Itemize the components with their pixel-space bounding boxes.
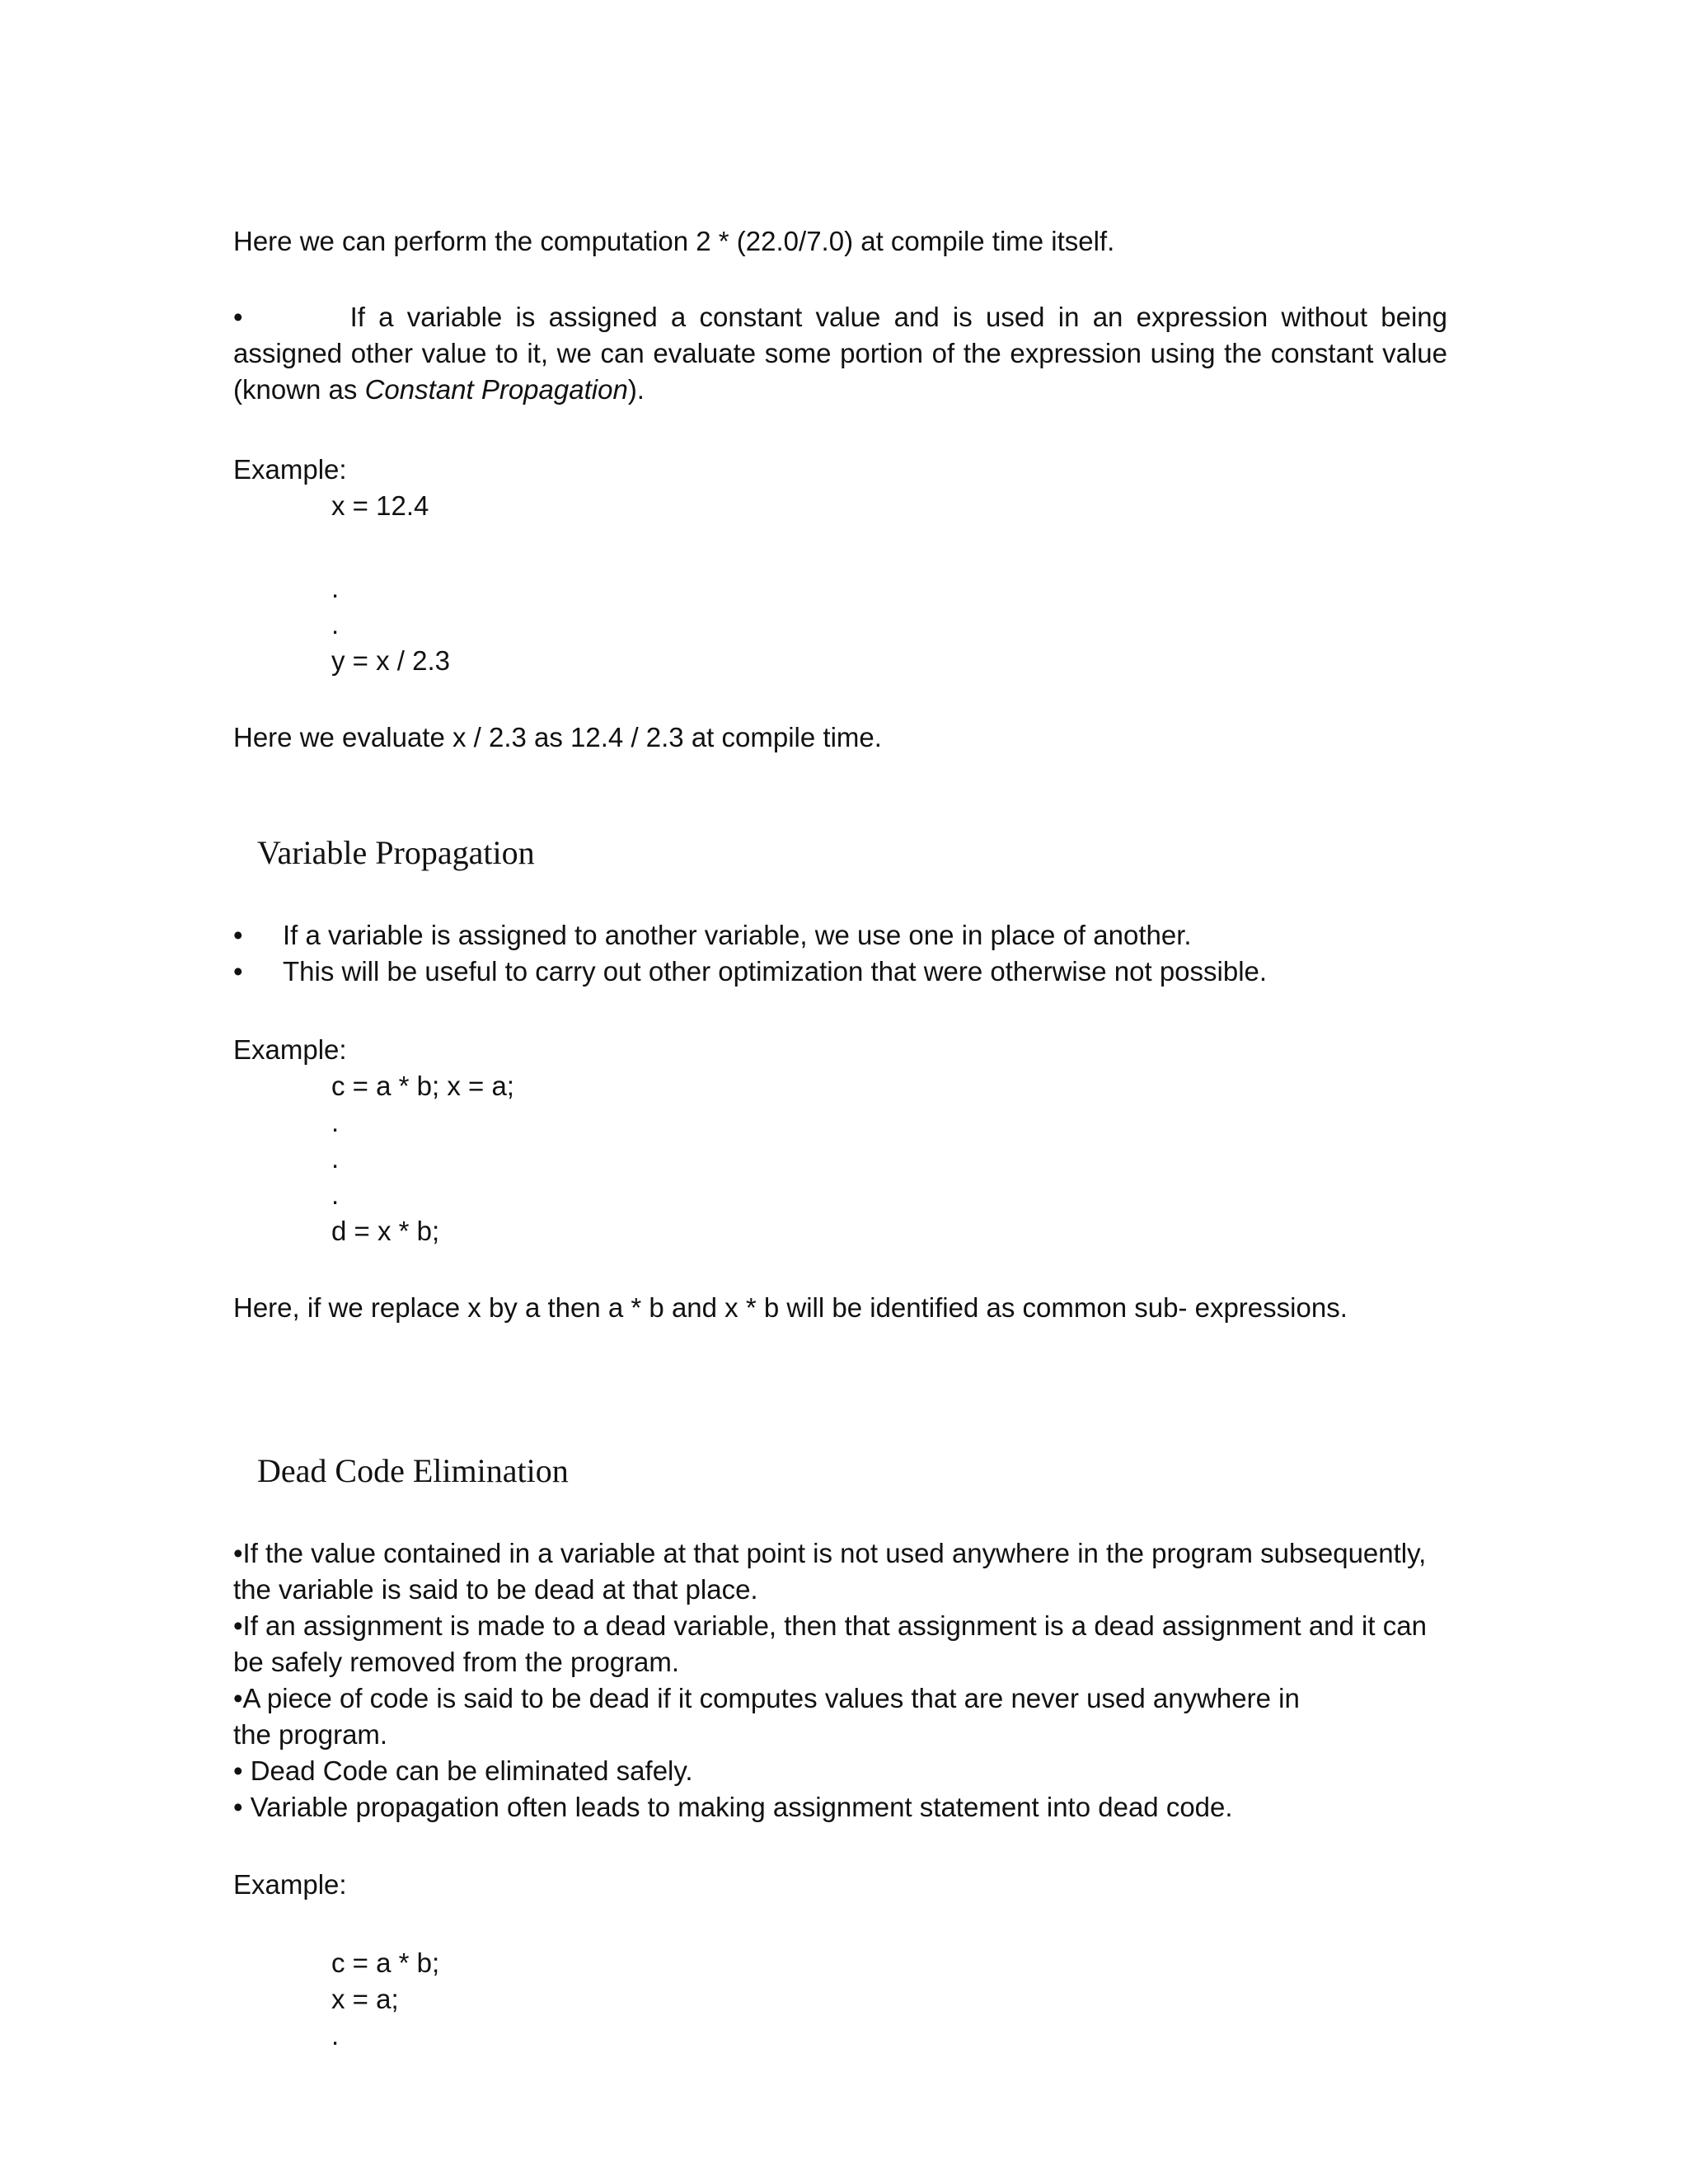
- code-line: y = x / 2.3: [331, 645, 450, 676]
- bullet-symbol: •: [233, 302, 243, 332]
- code-line: .: [331, 1179, 340, 1210]
- paragraph-line: • Variable propagation often leads to making assignment statement into dead code.: [233, 1792, 1233, 1822]
- code-line: .: [331, 2020, 340, 2050]
- code-line: d = x * b;: [331, 1216, 440, 1246]
- code-line: .: [331, 609, 340, 640]
- compile-time-sentence: Here we can perform the computation 2 * (22.0/7.0) at compile time itself.: [233, 226, 1115, 256]
- paragraph-line: •If the value contained in a variable at that point is not used anywhere in the program subsequently,: [233, 1538, 1427, 1568]
- paragraph-line: be safely removed from the program.: [233, 1647, 680, 1677]
- paragraph-line: •If an assignment is made to a dead variable, then that assignment is a dead assignment and it can: [233, 1610, 1427, 1641]
- bullet-text: This will be useful to carry out other optimization that were otherwise not possible.: [283, 956, 1268, 987]
- paragraph-closing: ).: [627, 374, 645, 405]
- paragraph-text: If a variable is assigned a constant value and is used in an expression without being assigned other value to it, we can evaluate some portion of the expression using the constant value (known as: [233, 302, 1447, 405]
- paragraph-line: • Dead Code can be eliminated safely.: [233, 1755, 693, 1786]
- constant-propagation-paragraph: [233, 299, 1447, 408]
- example-label: Example:: [233, 454, 347, 485]
- bullet-text: If a variable is assigned to another variable, we use one in place of another.: [283, 920, 1192, 950]
- section-heading-variable-propagation: Variable Propagation: [257, 834, 535, 871]
- example-label: Example:: [233, 1869, 347, 1900]
- paragraph-line: •A piece of code is said to be dead if it computes values that are never used anywhere in: [233, 1683, 1300, 1713]
- example-label: Example:: [233, 1034, 347, 1065]
- code-line: c = a * b; x = a;: [331, 1071, 514, 1101]
- section-heading-dead-code-elimination: Dead Code Elimination: [257, 1452, 569, 1489]
- code-line: .: [331, 1143, 340, 1174]
- bullet-symbol: •: [233, 956, 243, 987]
- code-line: x = a;: [331, 1984, 399, 2014]
- paragraph-line: the variable is said to be dead at that place.: [233, 1574, 758, 1605]
- example-note: Here we evaluate x / 2.3 as 12.4 / 2.3 at compile time.: [233, 722, 882, 752]
- bullet-symbol: •: [233, 920, 243, 950]
- code-line: x = 12.4: [331, 490, 429, 521]
- example-note: Here, if we replace x by a then a * b and x * b will be identified as common sub- expressions.: [233, 1292, 1348, 1323]
- code-line: .: [331, 573, 340, 603]
- paragraph-line: the program.: [233, 1719, 388, 1750]
- constant-propagation-term: Constant Propagation: [364, 374, 628, 405]
- code-line: c = a * b;: [331, 1947, 440, 1978]
- code-line: .: [331, 1107, 340, 1137]
